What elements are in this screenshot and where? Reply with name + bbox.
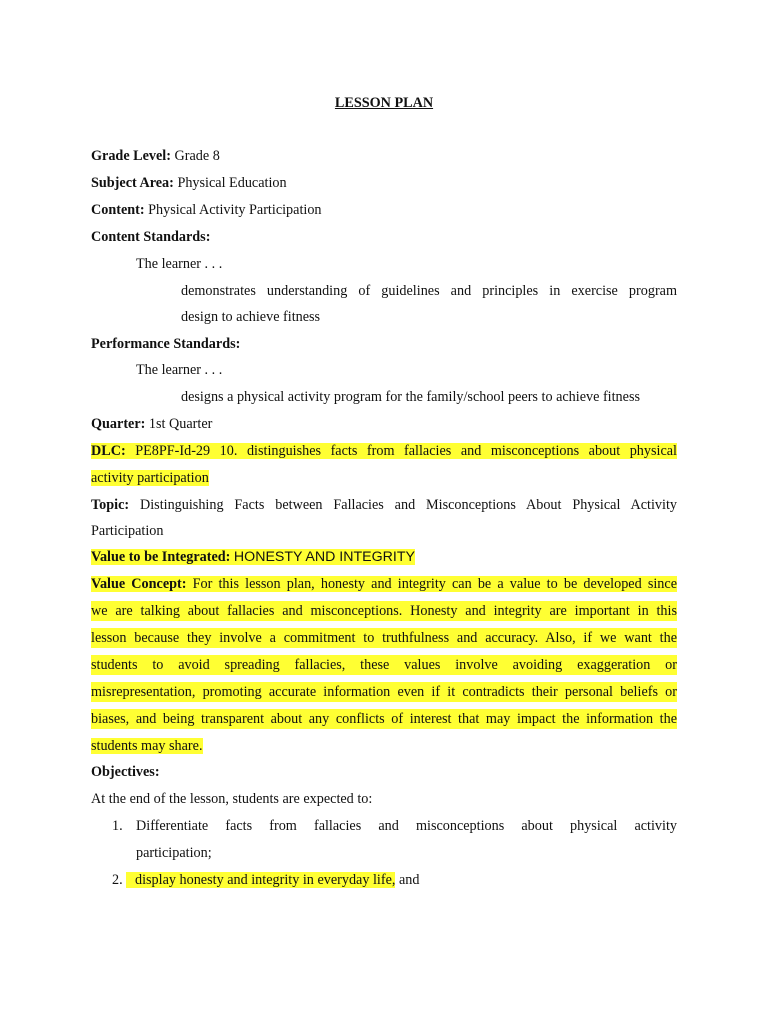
grade-level-label: Grade Level: [91, 148, 171, 164]
value-row [91, 547, 415, 567]
topic-line-1-text: Distinguishing Facts between Fallacies and Misconceptions About Physical Activity [139, 497, 677, 513]
grade-level-value: Grade 8 [174, 148, 220, 164]
dlc-line-2-text: activity participation [91, 470, 209, 486]
value-concept-line-1 [91, 574, 677, 594]
content-value: Physical Activity Participation [148, 202, 322, 218]
value-concept-line-1-text: For this lesson plan, honesty and integrity can be a value to be developed since [192, 576, 677, 592]
objectives-label: Objectives: [91, 764, 160, 780]
subject-area-label: Subject Area: [91, 175, 174, 191]
value-concept-line-1-highlight [91, 576, 677, 592]
dlc-line-1 [91, 441, 677, 461]
subject-area-value: Physical Education [177, 175, 287, 191]
objective-1-number: 1. [112, 818, 123, 834]
quarter-label: Quarter: [91, 416, 146, 432]
objective-1-line-2: participation; [136, 845, 212, 861]
content-label: Content: [91, 202, 145, 218]
dlc-line-2 [91, 468, 209, 488]
objective-1-line-1: Differentiate facts from fallacies and misconceptions about physical activity [136, 818, 677, 834]
topic-label: Topic: [91, 497, 130, 513]
content-standards-line-2: design to achieve fitness [181, 309, 321, 325]
value-concept-line-3: lesson because they involve a commitment to truthfulness and accuracy. Also, if we want the [91, 630, 677, 646]
objectives-intro: At the end of the lesson, students are expected to: [91, 791, 373, 807]
subject-area-row [91, 173, 287, 193]
value-concept-line-5: misrepresentation, promoting accurate information even if it contradicts their personal beliefs or [91, 684, 677, 700]
content-standards-learner: The learner . . . [136, 256, 223, 272]
value-concept-line-4: students to avoid spreading fallacies, these values involve avoiding exaggeration or [91, 657, 677, 673]
content-standards-line-1: demonstrates understanding of guidelines and principles in exercise program [181, 283, 677, 299]
value-concept-line-7 [91, 736, 203, 756]
topic-line-2: Participation [91, 523, 164, 539]
page-title: LESSON PLAN [334, 95, 434, 111]
dlc-line-1-text: PE8PF-Id-29 10. distinguishes facts from fallacies and misconceptions about physical [135, 443, 677, 459]
content-standards-label: Content Standards: [91, 229, 211, 245]
quarter-row [91, 414, 212, 434]
content-row [91, 200, 322, 220]
value-concept-label: Value Concept: [91, 576, 187, 592]
objective-2-text: display honesty and integrity in everyday life, [126, 872, 395, 888]
performance-standards-label: Performance Standards: [91, 336, 241, 352]
performance-standards-learner: The learner . . . [136, 362, 223, 378]
objective-2-number: 2. [112, 872, 123, 888]
dlc-label: DLC: [91, 443, 126, 459]
performance-standards-line-1: designs a physical activity program for the family/school peers to achieve fitness [181, 389, 640, 405]
objective-2-tail: and [398, 872, 420, 888]
objective-2-line [126, 870, 419, 890]
quarter-value: 1st Quarter [148, 416, 213, 432]
topic-line-1 [91, 495, 677, 515]
value-concept-line-7-text: students may share. [91, 738, 203, 754]
value-label: Value to be Integrated: [91, 549, 231, 565]
value-concept-line-6: biases, and being transparent about any conflicts of interest that may impact the information the [91, 711, 677, 727]
value-highlight [91, 549, 415, 565]
grade-level-row [91, 146, 220, 166]
value-concept-line-2: we are talking about fallacies and misconceptions. Honesty and integrity are important in this [91, 603, 677, 619]
dlc-line-1-highlight [91, 443, 677, 459]
value-text: HONESTY AND INTEGRITY [233, 549, 415, 565]
